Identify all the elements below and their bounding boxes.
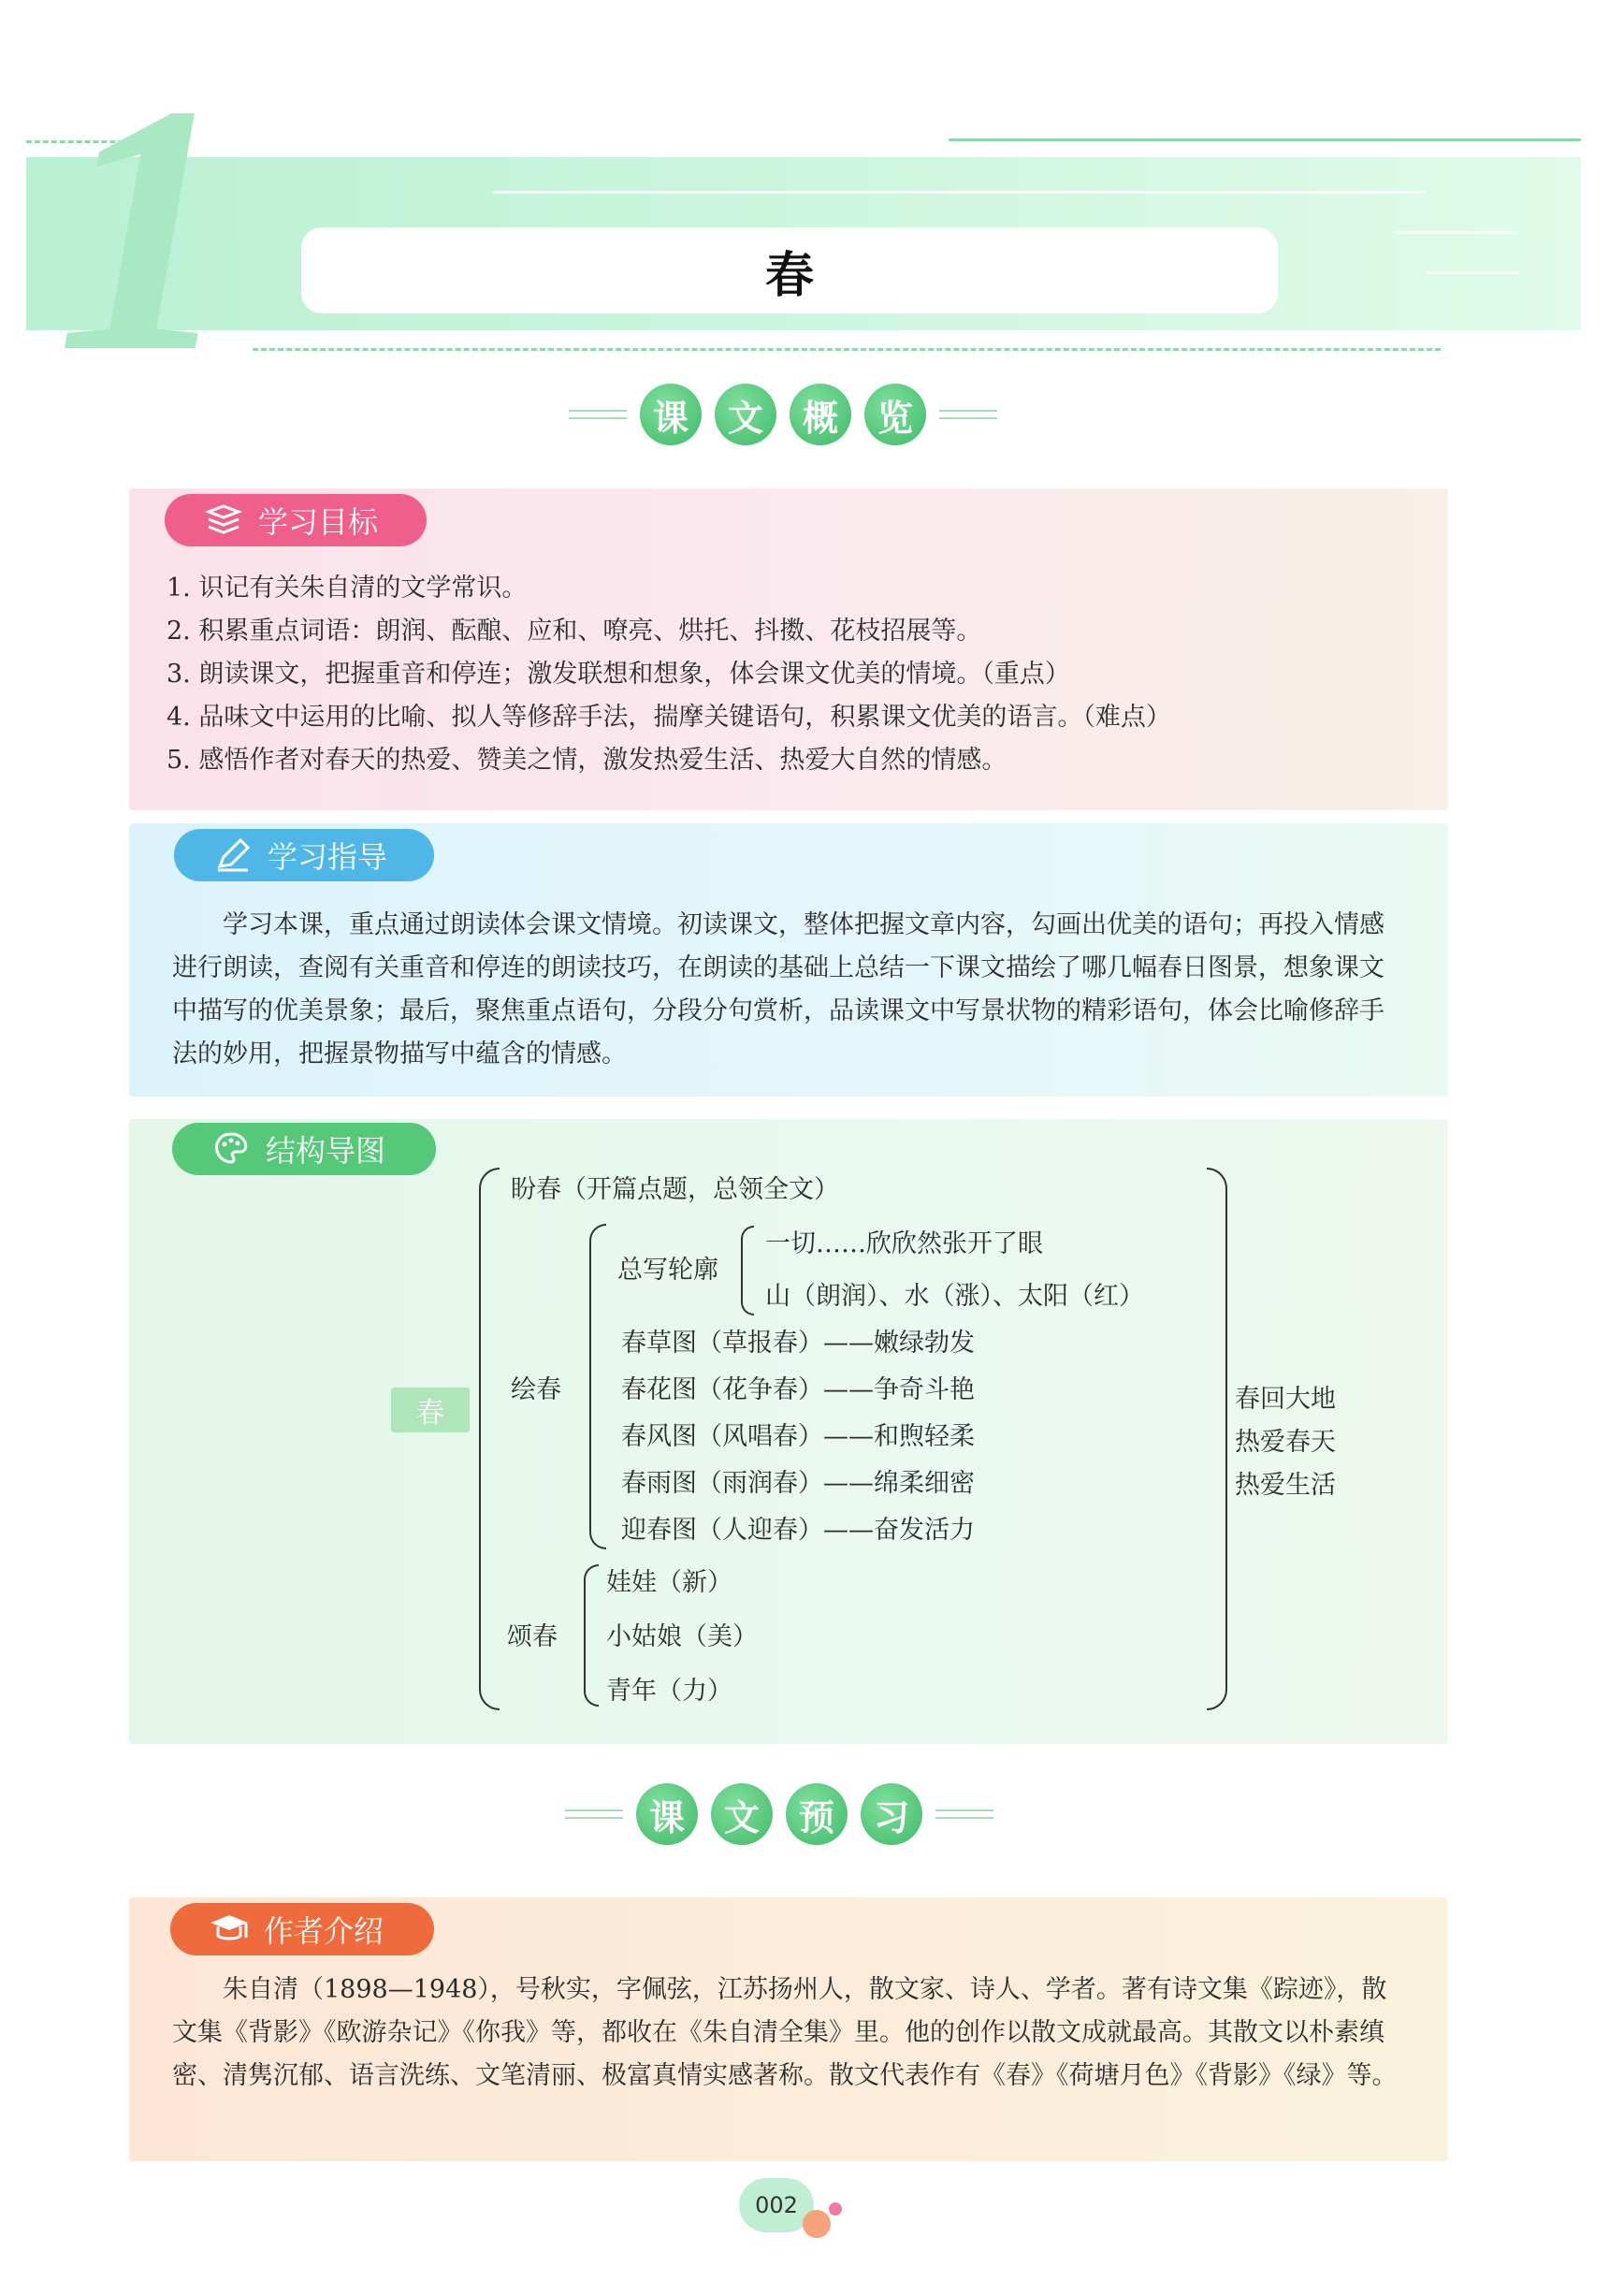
mm-hui-item: 春风图（风唱春）——和煦轻柔 — [621, 1422, 975, 1451]
goal-item: 5. 感悟作者对春天的热爱、赞美之情，激发热爱生活、热爱大自然的情感。 — [167, 746, 1007, 775]
mm-song-item: 娃娃（新） — [606, 1568, 732, 1597]
page-number: 002 — [739, 2178, 814, 2232]
goals-list — [167, 567, 1439, 782]
guide-label: 学习指导 — [268, 839, 388, 875]
mm-zongxie-item: 一切……欣欣然张开了眼 — [765, 1229, 1043, 1258]
author-text: 朱自清（1898—1948），号秋实，字佩弦，江苏扬州人，散文家、诗人、学者。著有诗文集《踪迹》，散文集《背影》《欧游杂记》《你我》等，都收在《朱自清全集》里。他的创作以散文成就最高。其散文以朴素缜密、清隽沉郁、语言洗练、文笔清丽、极富真情实感著称。散文代表作有《春》《荷塘月色》《背影》《绿》等。 — [172, 1975, 1398, 2090]
mm-theme: 春回大地 — [1235, 1385, 1336, 1414]
mm-hui-item: 春草图（草报春）——嫩绿勃发 — [621, 1329, 975, 1358]
mm-pan: 盼春（开篇点题，总领全文） — [511, 1175, 839, 1204]
mm-song-item: 青年（力） — [606, 1677, 732, 1706]
mm-zongxie: 总写轮廓 — [617, 1256, 718, 1285]
goal-item: 4. 品味文中运用的比喻、拟人等修辞手法，揣摩关键语句，积累课文优美的语言。（难点） — [167, 703, 1171, 732]
mindmap-label: 结构导图 — [266, 1133, 386, 1169]
goals-label-pill — [165, 494, 427, 546]
brace-root — [479, 1168, 500, 1710]
goal-item: 1. 识记有关朱自清的文学常识。 — [167, 574, 528, 603]
mindmap-label-pill — [172, 1123, 436, 1175]
heading-bar-left — [569, 410, 627, 419]
goal-item: 2. 积累重点词语：朗润、酝酿、应和、嘹亮、烘托、抖擞、花枝招展等。 — [167, 617, 982, 646]
heading-char: 文 — [711, 1783, 773, 1845]
mm-hui-item: 春雨图（雨润春）——绵柔细密 — [621, 1469, 975, 1498]
brace-zongxie — [741, 1226, 754, 1315]
mm-song: 颂春 — [507, 1622, 558, 1651]
mm-hui-item: 春花图（花争春）——争奇斗艳 — [621, 1375, 975, 1404]
heading-char: 课 — [640, 384, 702, 445]
heading-char: 览 — [864, 384, 926, 445]
pencil-icon — [211, 834, 254, 877]
goal-item: 3. 朗读课文，把握重音和停连；激发联想和想象，体会课文优美的情境。（重点） — [167, 660, 1070, 689]
books-icon — [202, 499, 245, 542]
section-heading-preview — [565, 1783, 993, 1845]
header-dash-line-bottom — [253, 348, 1441, 351]
author-label-pill — [170, 1903, 434, 1955]
mm-song-item: 小姑娘（美） — [606, 1622, 758, 1651]
heading-char: 习 — [861, 1783, 922, 1845]
mm-theme: 热爱春天 — [1235, 1428, 1336, 1457]
heading-char: 概 — [790, 384, 851, 445]
guide-text: 学习本课，重点通过朗读体会课文情境。初读课文，整体把握文章内容，勾画出优美的语句；再投入情感进行朗读，查阅有关重音和停连的朗读技巧，在朗读的基础上总结一下课文描绘了哪几幅春日图景，想象课文中描写的优美景象；最后，聚焦重点语句，分段分句赏析，品读课文中写景状物的精彩语句，体会比喻修辞手法的妙用，把握景物描写中蕴含的情感。 — [172, 910, 1384, 1068]
mindmap-root: 春 — [391, 1388, 470, 1432]
mm-hui-item: 迎春图（人迎春）——奋发活力 — [621, 1516, 975, 1545]
heading-bar-right — [939, 410, 997, 419]
brace-song — [584, 1564, 599, 1707]
lesson-number: 1 — [56, 32, 234, 426]
goals-label: 学习目标 — [258, 504, 379, 540]
section-heading-overview — [569, 384, 997, 445]
brace-theme — [1207, 1168, 1227, 1710]
mm-zongxie-item: 山（朗润）、水（涨）、太阳（红） — [765, 1282, 1144, 1311]
author-label: 作者介绍 — [264, 1913, 384, 1949]
guide-label-pill — [174, 829, 434, 881]
heading-bar-left — [565, 1809, 623, 1819]
heading-char: 课 — [636, 1783, 698, 1845]
heading-char: 文 — [715, 384, 776, 445]
heading-char: 预 — [786, 1783, 848, 1845]
decor-dot-orange — [803, 2210, 831, 2238]
mm-hui: 绘春 — [511, 1375, 561, 1404]
lesson-title-text: 春 — [764, 246, 814, 304]
palette-icon — [210, 1127, 253, 1170]
heading-bar-right — [935, 1809, 993, 1819]
decor-dot-pink — [829, 2202, 842, 2216]
header-top-line — [949, 138, 1581, 141]
graduation-cap-icon — [208, 1908, 251, 1951]
lesson-title — [301, 227, 1278, 313]
mm-theme: 热爱生活 — [1235, 1471, 1336, 1500]
brace-hui — [589, 1224, 606, 1549]
